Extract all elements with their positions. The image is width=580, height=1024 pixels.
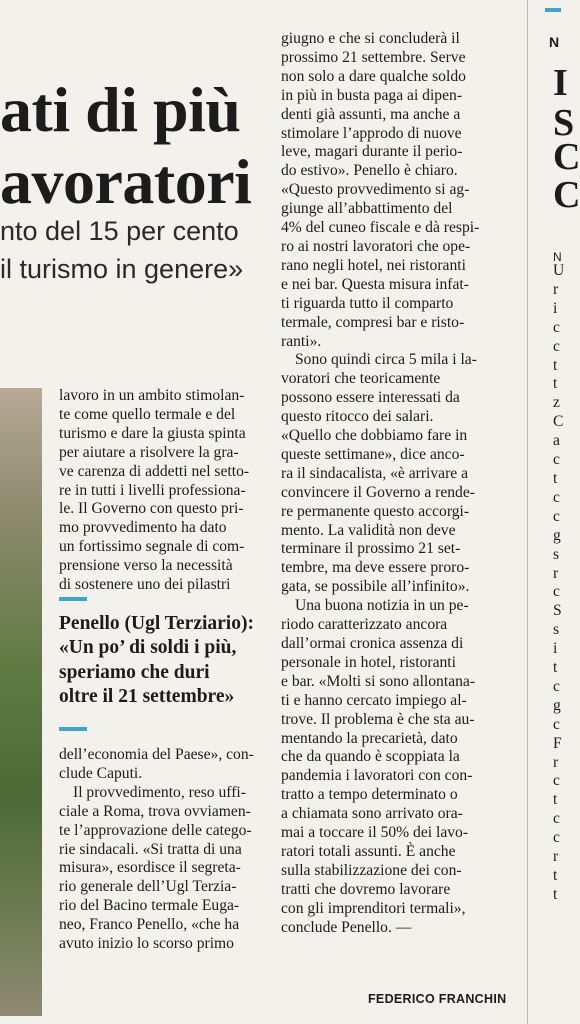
- text-line: rano negli hotel, nei ristoranti: [281, 256, 466, 274]
- text-line: r: [553, 848, 559, 866]
- text-line: t: [553, 791, 558, 809]
- text-line: Il provvedimento, reso uffi-: [73, 783, 246, 801]
- text-line: r: [553, 753, 559, 771]
- column-divider: [527, 0, 528, 1024]
- text-line: U: [553, 262, 565, 279]
- text-line: c: [553, 451, 560, 469]
- right-article-fragment: [541, 0, 580, 1024]
- text-line: c: [553, 488, 560, 506]
- text-line: per aiutare a risolvere la gra-: [59, 443, 239, 461]
- text-line: convincere il Governo a rende-: [281, 483, 475, 501]
- text-line: dall’ormai cronica assenza di: [281, 635, 464, 652]
- text-line: c: [553, 677, 560, 695]
- right-column-text: [553, 262, 564, 905]
- text-line: c: [553, 507, 560, 525]
- text-line: voratori che teoricamente: [281, 370, 441, 388]
- text-line: misura», esordisce il segreta-: [59, 859, 241, 877]
- text-line: t: [553, 885, 558, 903]
- text-line: g: [553, 526, 561, 544]
- text-line: g: [553, 696, 561, 714]
- pull-quote-line: oltre il 21 settembre»: [59, 686, 235, 708]
- text-line: trove. Il problema è che sta au-: [281, 710, 475, 728]
- text-line: un fortissimo segnale di com-: [59, 538, 245, 556]
- text-line: te l’approvazione delle catego-: [59, 821, 252, 839]
- text-line: t: [553, 659, 558, 677]
- right-accent-rule: [545, 8, 561, 12]
- article-photo: [0, 388, 42, 1016]
- text-line: mento. La validità non deve: [281, 521, 456, 539]
- text-line: tratto a tempo determinato o: [281, 786, 458, 804]
- text-line: s: [553, 621, 560, 639]
- text-line: clude Caputi.: [59, 764, 143, 782]
- text-line: Una buona notizia in un pe-: [295, 597, 469, 615]
- text-line: c: [553, 318, 560, 336]
- text-line: a chiamata sono arrivato ora-: [281, 805, 463, 823]
- text-line: e nei bar. Questa misura infat-: [281, 275, 469, 293]
- text-line: z: [553, 394, 560, 412]
- right-headline-letter: I: [553, 62, 568, 104]
- text-line: e bar. «Molti si sono allontana-: [281, 672, 476, 690]
- text-line: ve carenza di addetti nel setto-: [59, 462, 250, 480]
- right-headline-letter: C: [553, 174, 580, 216]
- text-line: gata, se possibile all’infinito».: [281, 578, 470, 596]
- text-line: c: [553, 810, 560, 828]
- text-line: terminare il prossimo 21 set-: [281, 540, 461, 558]
- text-line: c: [553, 337, 560, 355]
- text-line: te come quello termale e del: [59, 405, 236, 423]
- text-line: do estivo». Penello è chiaro.: [281, 162, 458, 180]
- text-line: r: [553, 564, 559, 582]
- text-line: ti riguarda tutto il comparto: [281, 294, 454, 312]
- text-line: questo ritocco dei salari.: [281, 408, 434, 426]
- text-line: t: [553, 356, 558, 374]
- text-line: di sostenere uno dei pilastri: [59, 576, 231, 594]
- text-line: turismo e dare la giusta spinta: [59, 424, 246, 442]
- text-line: stimolare l’approdo di nuove: [281, 124, 462, 142]
- pull-quote-line: Penello (Ugl Terziario):: [59, 613, 254, 634]
- byline: FEDERICO FRANCHIN: [368, 992, 507, 1006]
- text-line: con gli imprenditori termali»,: [281, 899, 466, 917]
- text-line: c: [553, 829, 560, 847]
- text-line: rie sindacali. «Si tratta di una: [59, 840, 242, 858]
- text-line: c: [553, 772, 560, 790]
- text-line: dell’economia del Paese», con-: [59, 746, 254, 763]
- text-line: conclude Penello. —: [281, 918, 412, 936]
- text-line: ra il sindacalista, «è arrivare a: [281, 464, 469, 482]
- subhead-line-2: il turismo in genere»: [0, 254, 244, 284]
- text-line: pandemia i lavoratori con con-: [281, 767, 473, 785]
- text-line: re permanente questo accorgi-: [281, 502, 470, 520]
- text-line: s: [553, 545, 560, 563]
- right-headline-letter: S: [553, 102, 575, 144]
- headline-line-1: ati di più: [0, 74, 241, 145]
- text-line: ranti».: [281, 332, 322, 350]
- text-line: che da quando è scoppiata la: [281, 748, 460, 766]
- text-line: rio generale dell’Ugl Terzia-: [59, 878, 237, 896]
- text-line: «Quello che dobbiamo fare in: [281, 427, 468, 445]
- text-line: termale, compresi bar e risto-: [281, 313, 465, 331]
- text-line: giunge all’abbattimento del: [281, 200, 453, 218]
- column-a-bottom: [59, 746, 257, 954]
- text-line: F: [553, 734, 562, 752]
- pull-quote-rule-bottom: [59, 727, 87, 731]
- text-line: personale in hotel, ristoranti: [281, 653, 456, 671]
- text-line: lavoro in un ambito stimolan-: [59, 387, 245, 404]
- text-line: giugno e che si concluderà il: [281, 30, 460, 47]
- text-line: sulla stabilizzazione dei con-: [281, 861, 462, 879]
- text-line: rio del Bacino termale Euga-: [59, 897, 240, 915]
- text-line: riodo caratterizzato ancora: [281, 616, 448, 634]
- headline-line-2: avoratori: [0, 146, 252, 217]
- text-line: r: [553, 280, 559, 298]
- text-line: possono essere interessati da: [281, 389, 460, 407]
- text-line: mentando la precarietà, dato: [281, 729, 458, 747]
- text-line: mo provvedimento ha dato: [59, 519, 227, 537]
- text-line: tembre, ma deve essere proro-: [281, 559, 470, 577]
- subhead-line-1: nto del 15 per cento: [0, 216, 239, 246]
- text-line: queste settimane», dice anco-: [281, 445, 465, 463]
- pull-quote-rule-top: [59, 597, 87, 601]
- text-line: ciale a Roma, trova ovviamen-: [59, 802, 251, 820]
- text-line: prossimo 21 settembre. Serve: [281, 48, 466, 66]
- text-line: t: [553, 469, 558, 487]
- pull-quote-line: speriamo che duri: [59, 661, 210, 683]
- text-line: avuto inizio lo scorso primo: [59, 935, 234, 953]
- text-line: C: [553, 413, 564, 431]
- right-small-label: N: [553, 250, 562, 264]
- text-line: denti già assunti, ma anche a: [281, 105, 461, 123]
- text-line: S: [553, 602, 562, 620]
- text-line: t: [553, 375, 558, 393]
- text-line: Sono quindi circa 5 mila i la-: [295, 351, 477, 369]
- text-line: ro ai nostri lavoratori che ope-: [281, 237, 471, 255]
- text-line: mai a toccare il 50% dei lavo-: [281, 824, 469, 842]
- text-line: non solo a dare qualche soldo: [281, 67, 466, 85]
- text-line: re in tutti i livelli professiona-: [59, 481, 246, 499]
- pull-quote-line: «Un po’ di soldi i più,: [59, 637, 237, 659]
- text-line: leve, magari durante il perio-: [281, 143, 463, 161]
- text-line: i: [553, 640, 558, 658]
- right-headline-letter: C: [553, 136, 580, 178]
- text-line: ratori totali assunti. È anche: [281, 842, 456, 860]
- right-kicker: N: [549, 34, 560, 50]
- column-a-top: [59, 387, 257, 595]
- column-b: [281, 30, 509, 938]
- text-line: 4% del cuneo fiscale e dà respi-: [281, 219, 480, 237]
- text-line: neo, Franco Penello, «che ha: [59, 916, 240, 934]
- text-line: i: [553, 299, 558, 317]
- text-line: le. Il Governo con questo pri-: [59, 500, 244, 518]
- text-line: tratti che dovremo lavorare: [281, 880, 451, 898]
- text-line: ti e hanno cercato impiego al-: [281, 691, 467, 709]
- text-line: in più in busta paga ai dipen-: [281, 86, 463, 104]
- pull-quote: [59, 612, 254, 710]
- text-line: prensione verso la necessità: [59, 557, 233, 575]
- text-line: c: [553, 583, 560, 601]
- text-line: c: [553, 715, 560, 733]
- text-line: a: [553, 432, 560, 450]
- text-line: «Questo provvedimento si ag-: [281, 181, 470, 199]
- text-line: t: [553, 867, 558, 884]
